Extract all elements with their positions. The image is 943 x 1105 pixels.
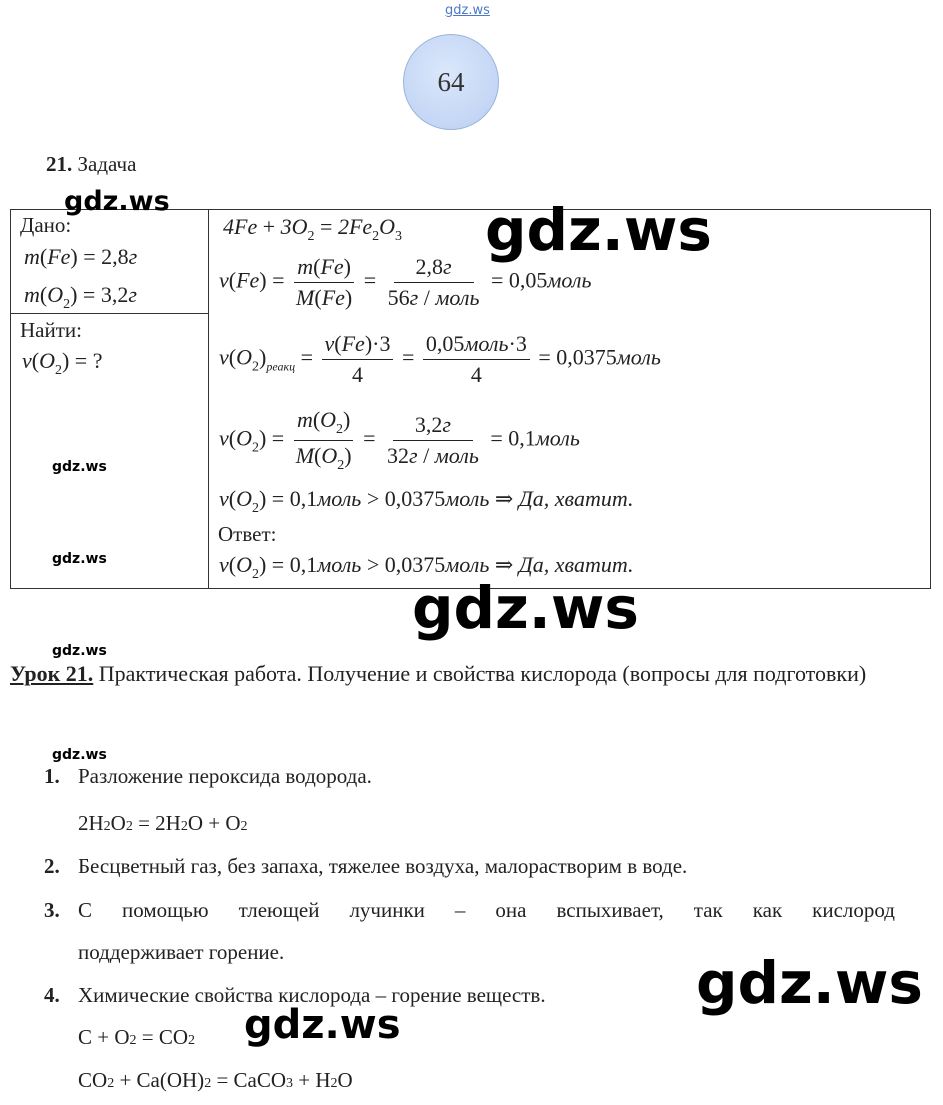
- given-label: Дано:: [20, 213, 72, 237]
- given-mass-o2: $m(O_2) = 3,2г$: [24, 282, 137, 312]
- answer-line: $\nu(O_2)$ = 0,1моль > 0,0375моль ⇒ Да, хватит.: [219, 552, 634, 582]
- find-cell: [11, 314, 209, 589]
- page-number-badge: 64: [403, 34, 499, 130]
- equation-carbon: C + O2 = CO2: [78, 1025, 196, 1049]
- lesson-heading: [10, 650, 910, 698]
- find-label: Найти:: [20, 318, 82, 342]
- item-text: Химические свойства кислорода – горение веществ.: [78, 983, 546, 1007]
- given-mass-fe: m(Fe) = 2,8г: [24, 244, 138, 269]
- item-number: 1.: [44, 764, 60, 788]
- solution-cell: [209, 210, 931, 589]
- task-table: [10, 209, 931, 589]
- watermark: gdz.ws: [412, 574, 639, 642]
- item-text-continued: поддерживает горение.: [78, 940, 285, 964]
- comparison-line: $\nu(O_2)$ = 0,1моль > 0,0375моль ⇒ Да, хватит.: [219, 486, 634, 516]
- list-item: [44, 898, 78, 923]
- item-number: 4.: [44, 983, 60, 1007]
- find-quantity: $\nu(O_2)$ = ?: [22, 348, 103, 378]
- lesson-title: Практическая работа. Получение и свойства кислорода (вопросы для подготовки): [98, 661, 867, 686]
- watermark: gdz.ws: [244, 1002, 401, 1048]
- answer-label: Ответ:: [218, 522, 277, 546]
- watermark-top: gdz.ws: [445, 3, 490, 18]
- item-text: Разложение пероксида водорода.: [78, 764, 372, 788]
- task-heading: [46, 152, 136, 177]
- equation-lime-water: CO2 + Ca(OH)2 = CaCO3 + H2O: [78, 1068, 353, 1092]
- task-number: 21.: [46, 152, 73, 176]
- formula-moles-fe: ν(Fe) = $\frac{m(Fe)}{M(Fe)}$ = $\frac{2,8г}{\text{56г / моль}}$ = 0,05моль: [219, 254, 592, 310]
- comparison-conclusion: Да, хватит.: [518, 486, 634, 511]
- given-cell: [11, 210, 209, 314]
- watermark: gdz.ws: [52, 747, 107, 763]
- equation-h2o2: 2H2O2 = 2H2O + O2: [78, 811, 248, 835]
- item-number: 3.: [44, 898, 60, 922]
- watermark: gdz.ws: [52, 643, 107, 659]
- formula-moles-o2-reaction: $\nu(O_2)_{реакц}$ = $\frac{\nu(Fe)\cdot 3}{4}$ = $\frac{\text{0,05моль·3}}{4}$ = 0,0375моль: [219, 331, 661, 387]
- list-item: [44, 764, 372, 789]
- watermark: gdz.ws: [485, 196, 712, 264]
- answer-conclusion: Да, хватит.: [518, 552, 634, 577]
- watermark: gdz.ws: [64, 186, 170, 217]
- formula-moles-o2: $\nu(O_2)$ = $\frac{m(O_2)}{M(O_2)}$ = $\frac{3,2г}{\text{32г / моль}}$ = 0,1моль: [219, 407, 580, 473]
- watermark: gdz.ws: [52, 551, 107, 567]
- watermark: gdz.ws: [52, 459, 107, 475]
- list-item: [44, 854, 687, 879]
- task-title: Задача: [77, 152, 137, 176]
- item-number: 2.: [44, 854, 60, 878]
- item-text: Бесцветный газ, без запаха, тяжелее воздуха, малорастворим в воде.: [78, 854, 688, 878]
- lesson-number: Урок 21.: [10, 661, 94, 686]
- reaction-equation: $4Fe + 3O_2 = 2Fe_2O_3$: [223, 214, 403, 244]
- watermark: gdz.ws: [696, 949, 923, 1017]
- item-text: С помощью тлеющей лучинки – она вспыхивает, так как кислород: [78, 898, 895, 922]
